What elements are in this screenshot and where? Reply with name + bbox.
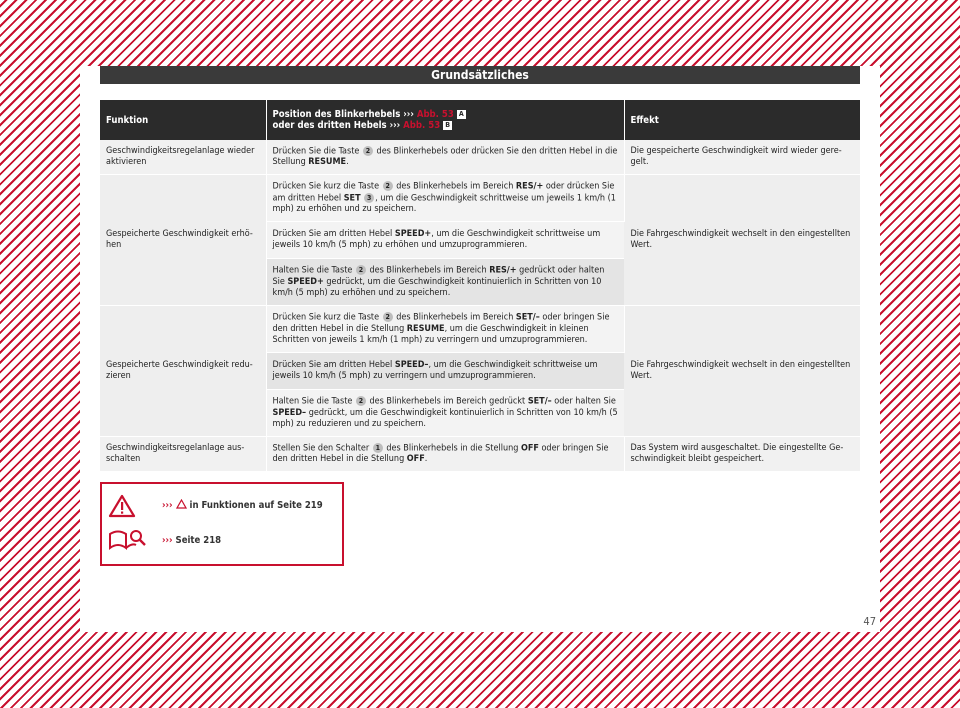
warning-triangle-icon xyxy=(108,494,136,518)
cell-effect: Das System wird ausgeschaltet. Die eingestellte Ge-schwindigkeit bleibt gespeichert. xyxy=(624,437,860,472)
table-row xyxy=(100,437,860,472)
cell-position: Drücken Sie kurz die Taste 2 des Blinkerhebels im Bereich RES/+ oder drücken Sie am dritten Hebel SET 3 , um die Geschwindigkeit schrittweise um jeweils 1 km/h (1 mph) zu erhöhen und zu speichern. xyxy=(266,175,624,222)
number-2-icon: 2 xyxy=(356,265,366,275)
reference-warning-link[interactable]: ››› in Funktionen auf Seite 219 xyxy=(162,500,323,511)
figure-box-a-icon: A xyxy=(457,110,466,119)
table-header-row xyxy=(100,100,860,140)
cell-function: Gespeicherte Geschwindigkeit redu-zieren xyxy=(100,306,266,437)
cell-function: Gespeicherte Geschwindigkeit erhö-hen xyxy=(100,175,266,306)
reference-page-link[interactable]: ››› Seite 218 xyxy=(162,535,222,546)
cell-effect: Die Fahrgeschwindigkeit wechselt in den eingestellten Wert. xyxy=(624,175,860,306)
header-position: Position des Blinkerhebels ››› Abb. 53 A oder des dritten Hebels ››› Abb. 53 B xyxy=(266,100,624,140)
number-2-icon: 2 xyxy=(383,181,393,191)
section-title: Grundsätzliches xyxy=(100,66,860,84)
cell-position: Drücken Sie am dritten Hebel SPEED+, um die Geschwindigkeit schrittweise um jeweils 10 km/h (5 mph) zu erhöhen und umzuprogrammieren. xyxy=(266,222,624,259)
figure-box-b-icon: B xyxy=(443,121,452,130)
cell-position: Drücken Sie kurz die Taste 2 des Blinkerhebels im Bereich SET/– oder bringen Sie den dritten Hebel in die Stellung RESUME, um die Geschwindigkeit in kleinen Schritten von jeweils 1 km/h (1 mph) zu verringern und umzuprogrammieren. xyxy=(266,306,624,353)
number-2-icon: 2 xyxy=(356,396,366,406)
table-row xyxy=(100,306,860,353)
page-number: 47 xyxy=(863,615,876,628)
number-2-icon: 2 xyxy=(383,312,393,322)
table-row xyxy=(100,140,860,175)
cell-position: Drücken Sie die Taste 2 des Blinkerhebels oder drücken Sie den dritten Hebel in die Stellung RESUME. xyxy=(266,140,624,175)
cell-position: Halten Sie die Taste 2 des Blinkerhebels im Bereich gedrückt SET/– oder halten Sie SPEED– gedrückt, um die Geschwindigkeit kontinuierlich in Schritten von 10 km/h (5 mph) zu reduzieren und zu speichern. xyxy=(266,390,624,437)
figure-link[interactable]: Abb. 53 xyxy=(403,120,441,131)
function-table xyxy=(100,100,860,472)
chevron-icon: ››› xyxy=(403,109,414,120)
cell-function: Geschwindigkeitsregelanlage aus-schalten xyxy=(100,437,266,472)
number-2-icon: 2 xyxy=(363,146,373,156)
cell-function: Geschwindigkeitsregelanlage wieder aktivieren xyxy=(100,140,266,175)
cell-position: Stellen Sie den Schalter 1 des Blinkerhebels in die Stellung OFF oder bringen Sie den dritten Hebel in die Stellung OFF. xyxy=(266,437,624,472)
warning-triangle-icon xyxy=(176,499,187,509)
header-effect: Effekt xyxy=(624,100,860,140)
header-function: Funktion xyxy=(100,100,266,140)
cell-effect: Die Fahrgeschwindigkeit wechselt in den eingestellten Wert. xyxy=(624,306,860,437)
figure-link[interactable]: Abb. 53 xyxy=(416,109,454,120)
number-3-icon: 3 xyxy=(364,193,374,203)
chevron-icon: ››› xyxy=(389,120,401,131)
page xyxy=(80,66,880,632)
cell-position: Drücken Sie am dritten Hebel SPEED–, um die Geschwindigkeit schrittweise um jeweils 10 km/h (5 mph) zu verringern und umzuprogrammieren. xyxy=(266,353,624,390)
book-magnifier-icon xyxy=(108,528,148,552)
number-1-icon: 1 xyxy=(373,443,383,453)
reference-box xyxy=(100,482,344,566)
table-row xyxy=(100,175,860,222)
cell-effect: Die gespeicherte Geschwindigkeit wird wieder gere-gelt. xyxy=(624,140,860,175)
cell-position: Halten Sie die Taste 2 des Blinkerhebels im Bereich RES/+ gedrückt oder halten Sie SPEED+ gedrückt, um die Geschwindigkeit kontinuierlich in Schritten von 10 km/h (5 mph) zu erhöhen und zu speichern. xyxy=(266,259,624,306)
